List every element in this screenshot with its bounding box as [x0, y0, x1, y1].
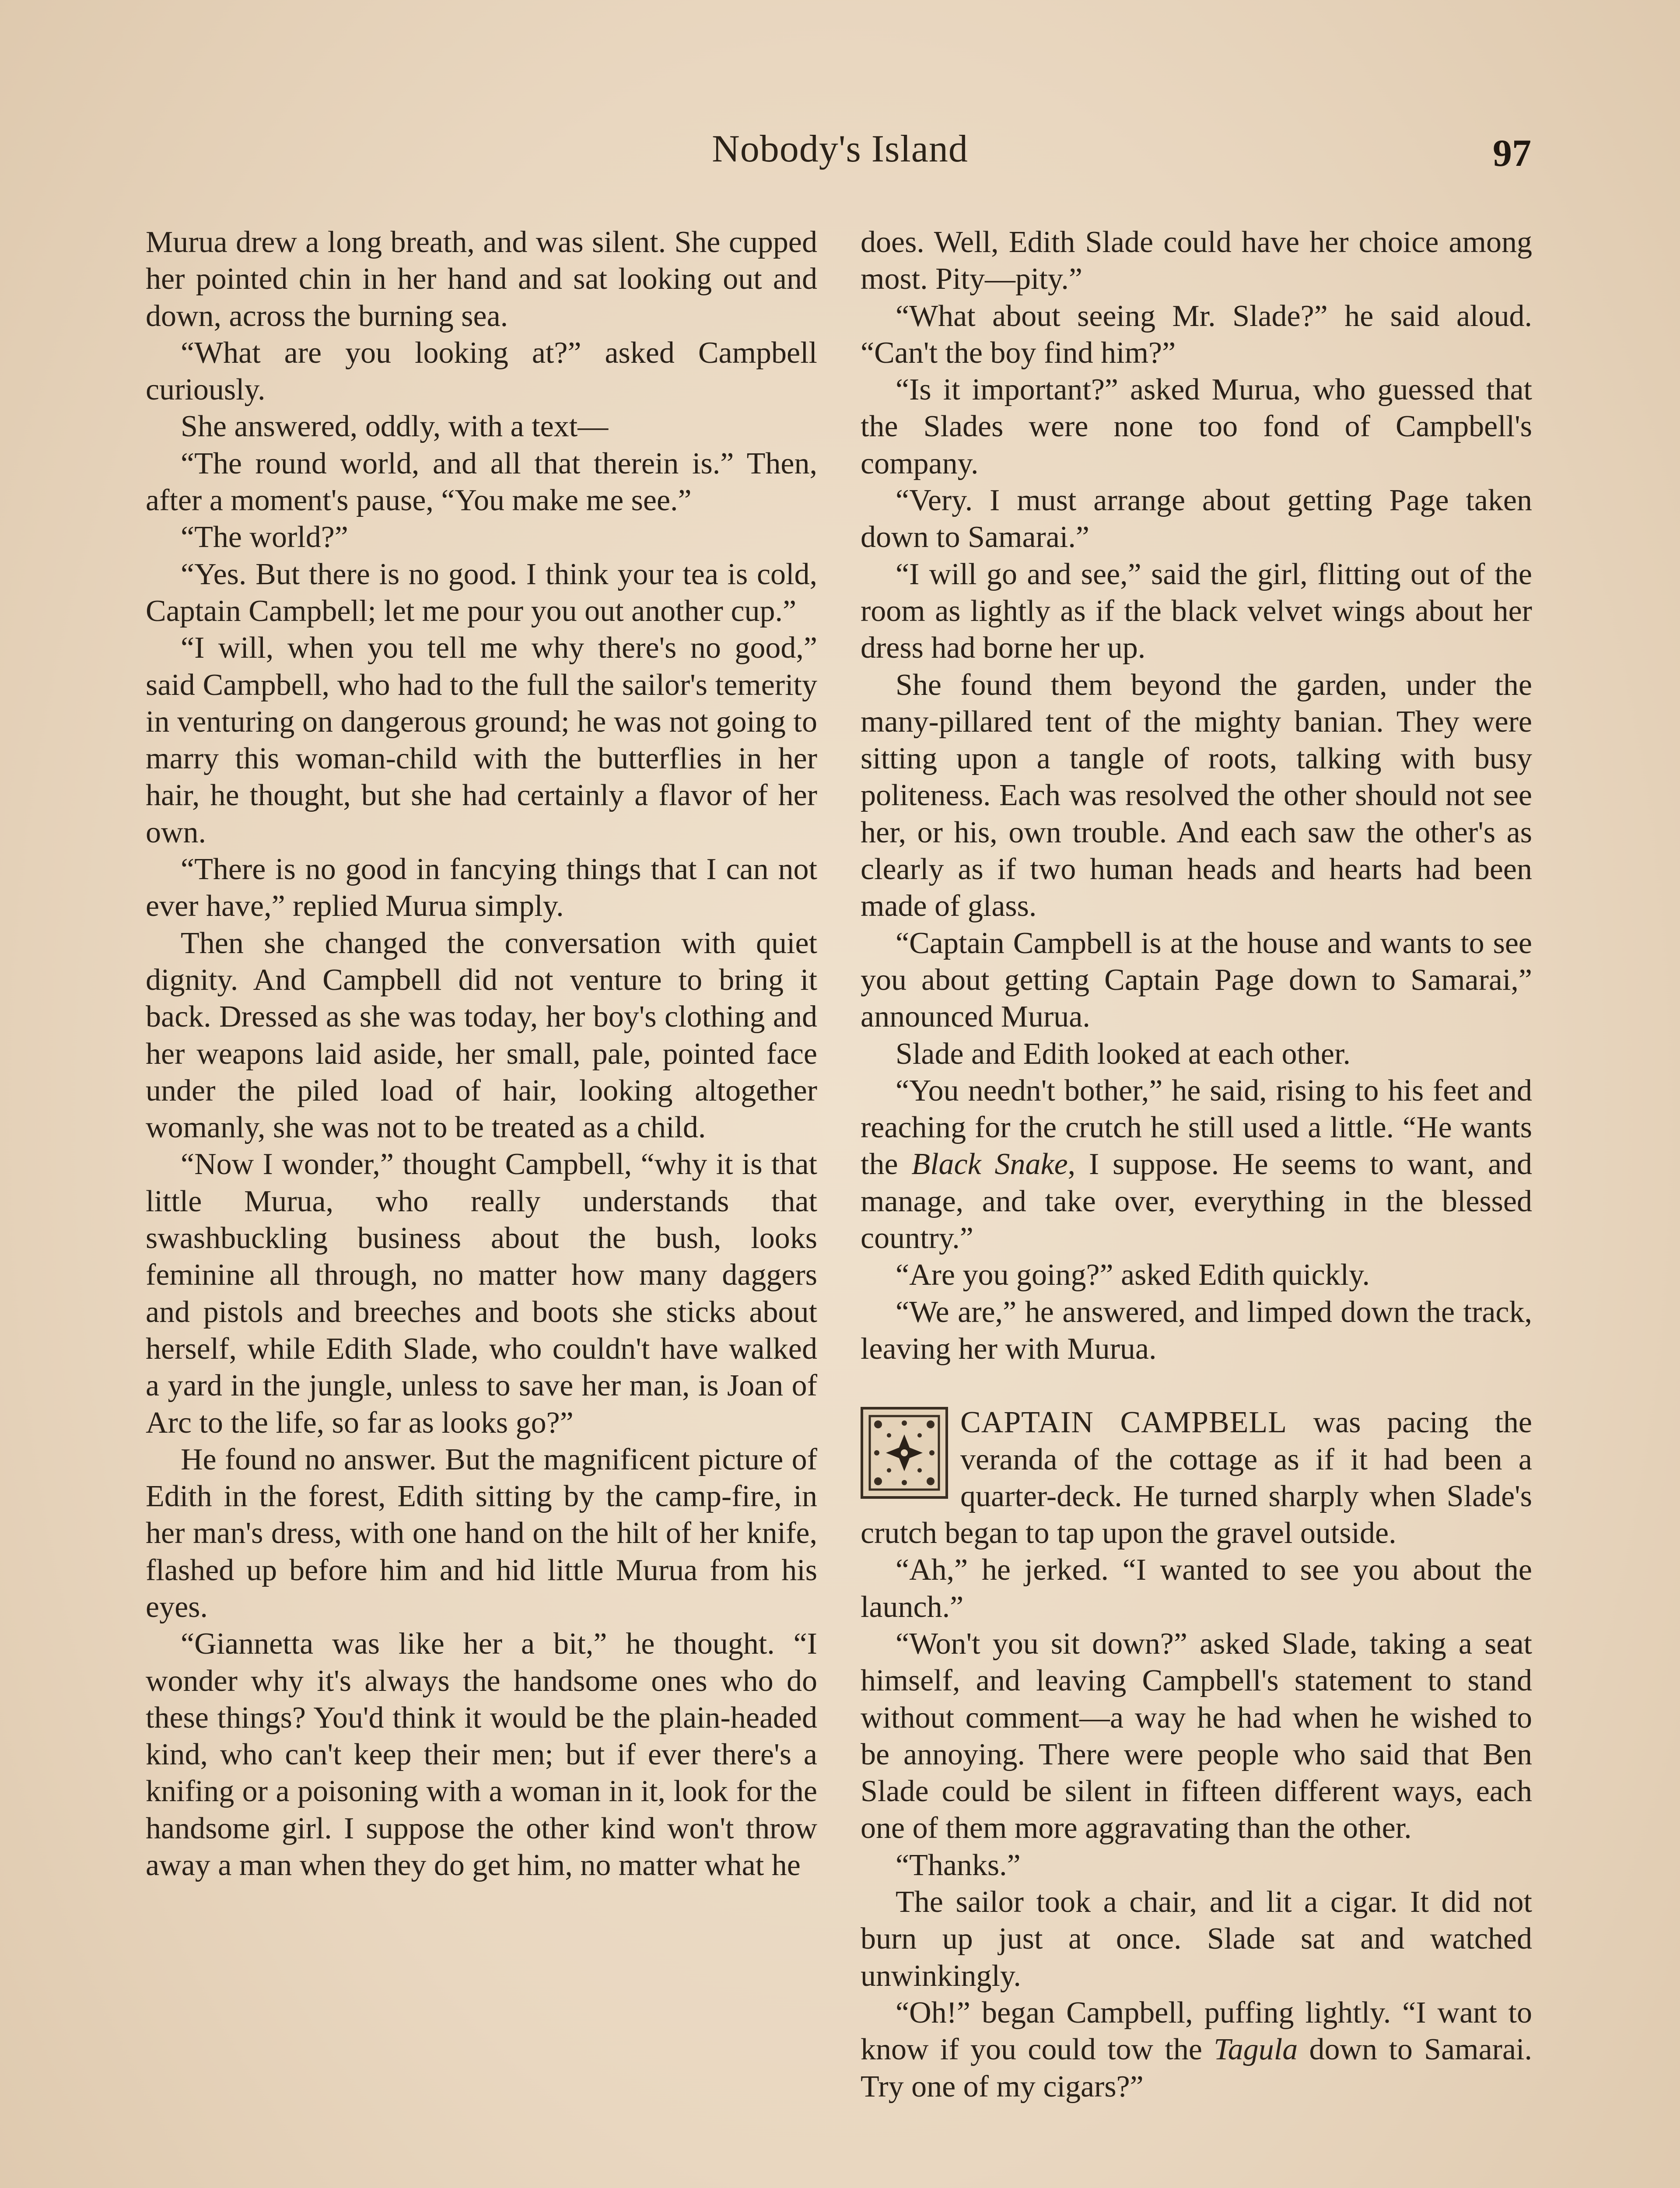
paragraph: The sailor took a chair, and lit a cigar. It did not burn up just at once. Slade sat and watched unwinkingly. [861, 1885, 1532, 1993]
paragraph: “Are you going?” asked Edith quickly. [896, 1258, 1370, 1292]
ornament-block [861, 1407, 948, 1499]
paragraph: “We are,” he answered, and limped down the track, leaving her with Murua. [861, 1295, 1532, 1366]
paragraph: Slade and Edith looked at each other. [896, 1037, 1351, 1071]
italic-title: Tagula [1214, 2033, 1298, 2067]
paragraph: Then she changed the conversation with quiet dignity. And Campbell did not venture to bring it back. Dressed as she was today, her boy's clothing and her weapons laid aside, her small, pale, pointed face under the piled load of hair, looking altogether womanly, she was not to be treated as a child. [146, 926, 817, 1145]
paragraph: “The round world, and all that therein is.” Then, after a moment's pause, “You make me see.” [146, 446, 817, 518]
paragraph: does. Well, Edith Slade could have her choice among most. Pity—pity.” [861, 225, 1532, 296]
text-run: “Oh!” began Campbell, puffing lightly. “I want to know if you could tow the [861, 1995, 1532, 2067]
paragraph: “Captain Campbell is at the house and wants to see you about getting Captain Page down to Samarai,” announced Murua. [861, 926, 1532, 1034]
paragraph: “Now I wonder,” thought Campbell, “why it is that little Murua, who really understands that swashbuckling business about the bush, looks feminine all through, no matter how many daggers and pistols and breeches and boots she sticks about herself, while Edith Slade, who couldn't have walked a yard in the jungle, unless to save her man, is Joan of Arc to the life, so far as looks go?” [146, 1147, 817, 1440]
section-opening [861, 1404, 1532, 1552]
text-run: down to Samarai. Try one of my cigars?” [861, 2033, 1532, 2104]
text-run: was pacing the veranda of the cottage as if it had been a quarter-deck. He turned sharply when Slade's crutch began to tap upon the gravel outside. [861, 1406, 1533, 1550]
paragraph: “I will go and see,” said the girl, flitting out of the room as lightly as if the black velvet wings about her dress had borne her up. [861, 557, 1532, 665]
paragraph: “Giannetta was like her a bit,” he thought. “I wonder why it's always the handsome ones who do these things? You'd think it would be the plain-headed kind, who can't keep their men; but if ever there's a knifing or a poisoning with a woman in it, look for the handsome girl. I suppose the other kind won't throw away a man when they do get him, no matter what he [146, 1627, 817, 1883]
italic-title: Black Snake [911, 1147, 1068, 1182]
paragraph: Murua drew a long breath, and was silent. She cupped her pointed chin in her hand and sat looking out and down, across the burning sea. [146, 225, 817, 333]
left-column [146, 224, 817, 1884]
paragraph: “What about seeing Mr. Slade?” he said aloud. “Can't the boy find him?” [861, 299, 1532, 370]
paragraph: She found them beyond the garden, under the many-pillared tent of the mighty banian. They were sitting upon a tangle of roots, talking with busy politeness. Each was resolved the other should not see her, or his, own trouble. And each saw the other's as clearly as if two human heads and hearts had been made of glass. [861, 668, 1532, 923]
paragraph: “Very. I must arrange about getting Page taken down to Samarai.” [861, 484, 1532, 554]
paragraph-with-italic [861, 1073, 1532, 1257]
paragraph: “I will, when you tell me why there's no good,” said Campbell, who had to the full the sailor's temerity in venturing on dangerous ground; he was not going to marry this woman-child with the butterflies in her hair, he thought, but she had certainly a flavor of her own. [146, 631, 817, 849]
paragraph: “The world?” [181, 520, 348, 554]
paragraph: “Is it important?” asked Murua, who guessed that the Slades were none too fond of Campbell's company. [861, 373, 1532, 480]
section-lead-caps: CAPTAIN CAMPBELL [960, 1406, 1287, 1440]
text-run: , I suppose. He seems to want, and manage, and take over, everything in the blessed country.” [861, 1147, 1533, 1255]
maltese-cross-icon [867, 1413, 942, 1492]
paragraph: “There is no good in fancying things that I can not ever have,” replied Murua simply. [146, 852, 817, 923]
text-run: “You needn't bother,” he said, rising to his feet and reaching for the crutch he still used a little. “He wants the [861, 1073, 1532, 1182]
paragraph-with-italic [861, 1995, 1532, 2105]
paragraph: He found no answer. But the magnificent picture of Edith in the forest, Edith sitting by the camp-fire, in her man's dress, with one hand on the hilt of her knife, flashed up before him and hid little Murua from his eyes. [146, 1442, 817, 1624]
running-title: Nobody's Island [712, 128, 968, 170]
right-column [861, 224, 1532, 2105]
paragraph: “Won't you sit down?” asked Slade, taking a seat himself, and leaving Campbell's statement to stand without comment—a way he had when he wished to be annoying. There were people who said that Ben Slade could be silent in fifteen different ways, each one of them more aggravating than the other. [861, 1627, 1532, 1845]
paragraph: “Thanks.” [896, 1848, 1021, 1882]
paragraph: “What are you looking at?” asked Campbell curiously. [146, 336, 817, 407]
paragraph: “Yes. But there is no good. I think your tea is cold, Captain Campbell; let me pour you out another cup.” [146, 557, 817, 628]
paragraph: She answered, oddly, with a text— [181, 410, 609, 444]
paragraph: “Ah,” he jerked. “I wanted to see you about the launch.” [861, 1553, 1532, 1624]
page-number: 97 [1493, 132, 1531, 175]
